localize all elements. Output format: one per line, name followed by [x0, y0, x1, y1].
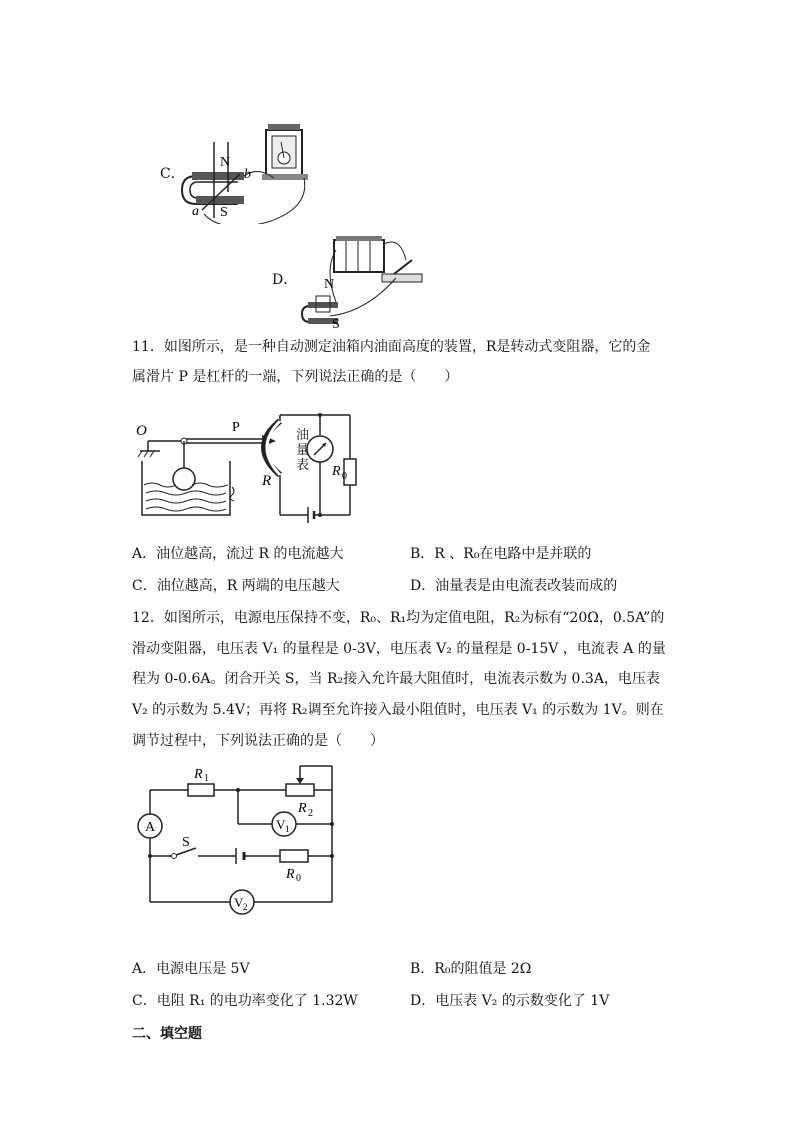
figure-c-generator-diagram: [178, 118, 318, 224]
figure-c-pole-n: N: [220, 155, 231, 170]
q12-circuit-diagram: [132, 760, 352, 920]
q11-option-a[interactable]: A．油位越高，流过 R 的电流越大: [132, 546, 344, 562]
q11-label-r0-sub: 0: [342, 471, 347, 482]
q12-label-r2: R: [298, 801, 307, 816]
q11-oil-meter-label: 油量表: [296, 428, 310, 473]
figure-d-pole-s: S: [332, 317, 340, 330]
figure-c-option-label: C．: [160, 166, 185, 182]
figure-d-pole-n: N: [324, 277, 335, 292]
q11-label-r0: R: [332, 464, 341, 479]
q12-stem-line-1: 12．如图所示，电源电压保持不变，R₀、R₁均为定值电阻，R₂为标有“20Ω，0.5A”的: [132, 610, 665, 626]
q11-option-d[interactable]: D．油量表是由电流表改装而成的: [410, 578, 618, 594]
q12-label-v2: V: [234, 895, 244, 910]
q12-stem-line-3: 程为 0-0.6A。闭合开关 S，当 R₂接入允许最大阻值时，电流表示数为 0.3A，电压表: [132, 671, 660, 687]
q12-stem-line-5: 调节过程中，下列说法正确的是（ ）: [132, 733, 384, 749]
q12-stem-line-2: 滑动变阻器，电压表 V₁ 的量程是 0-3V，电压表 V₂ 的量程是 0-15V ，电流表 A 的量: [132, 641, 666, 657]
figure-d-motor-diagram: [296, 230, 436, 330]
section-heading-fill-in: 二、填空题: [132, 1026, 202, 1042]
q12-label-v1-sub: 1: [285, 824, 290, 834]
q12-label-r0-sub: 0: [296, 873, 301, 884]
figure-d-option-label: D．: [272, 272, 298, 288]
figure-c-pole-s: S: [220, 205, 228, 220]
figure-c-end-b: b: [244, 167, 251, 182]
q12-label-r2-sub: 2: [308, 808, 313, 819]
q12-option-b[interactable]: B．R₀的阻值是 2Ω: [410, 961, 532, 977]
figure-c-end-a: a: [192, 204, 199, 219]
q12-option-d[interactable]: D．电压表 V₂ 的示数变化了 1V: [410, 993, 610, 1009]
q12-option-a[interactable]: A．电源电压是 5V: [132, 961, 250, 977]
q11-option-b[interactable]: B．R 、R₀在电路中是并联的: [410, 546, 592, 562]
q12-label-r0: R: [286, 867, 295, 882]
q12-option-c[interactable]: C．电阻 R₁ 的电功率变化了 1.32W: [132, 993, 358, 1009]
q12-label-r1-sub: 1: [204, 773, 209, 784]
q11-label-p: P: [232, 420, 240, 435]
q12-label-switch: S: [182, 835, 190, 850]
q11-stem-line-2: 属滑片 P 是杠杆的一端，下列说法正确的是（ ）: [132, 369, 459, 385]
q12-label-r1: R: [194, 767, 203, 782]
q11-oil-gauge-diagram: [132, 405, 372, 530]
q11-option-c[interactable]: C．油位越高，R 两端的电压越大: [132, 578, 340, 594]
q11-label-o: O: [136, 423, 147, 439]
q12-label-v2-sub: 2: [243, 902, 248, 912]
q11-stem-line-1: 11．如图所示，是一种自动测定油箱内油面高度的装置，R是转动式变阻器，它的金: [132, 339, 651, 355]
q12-label-ammeter: A: [145, 820, 156, 835]
q12-label-v1: V: [276, 817, 286, 832]
q12-stem-line-4: V₂ 的示数为 5.4V；再将 R₂调至允许接入最小阻值时，电压表 V₁ 的示数为 1V。则在: [132, 702, 664, 718]
q11-label-r: R: [262, 473, 272, 489]
